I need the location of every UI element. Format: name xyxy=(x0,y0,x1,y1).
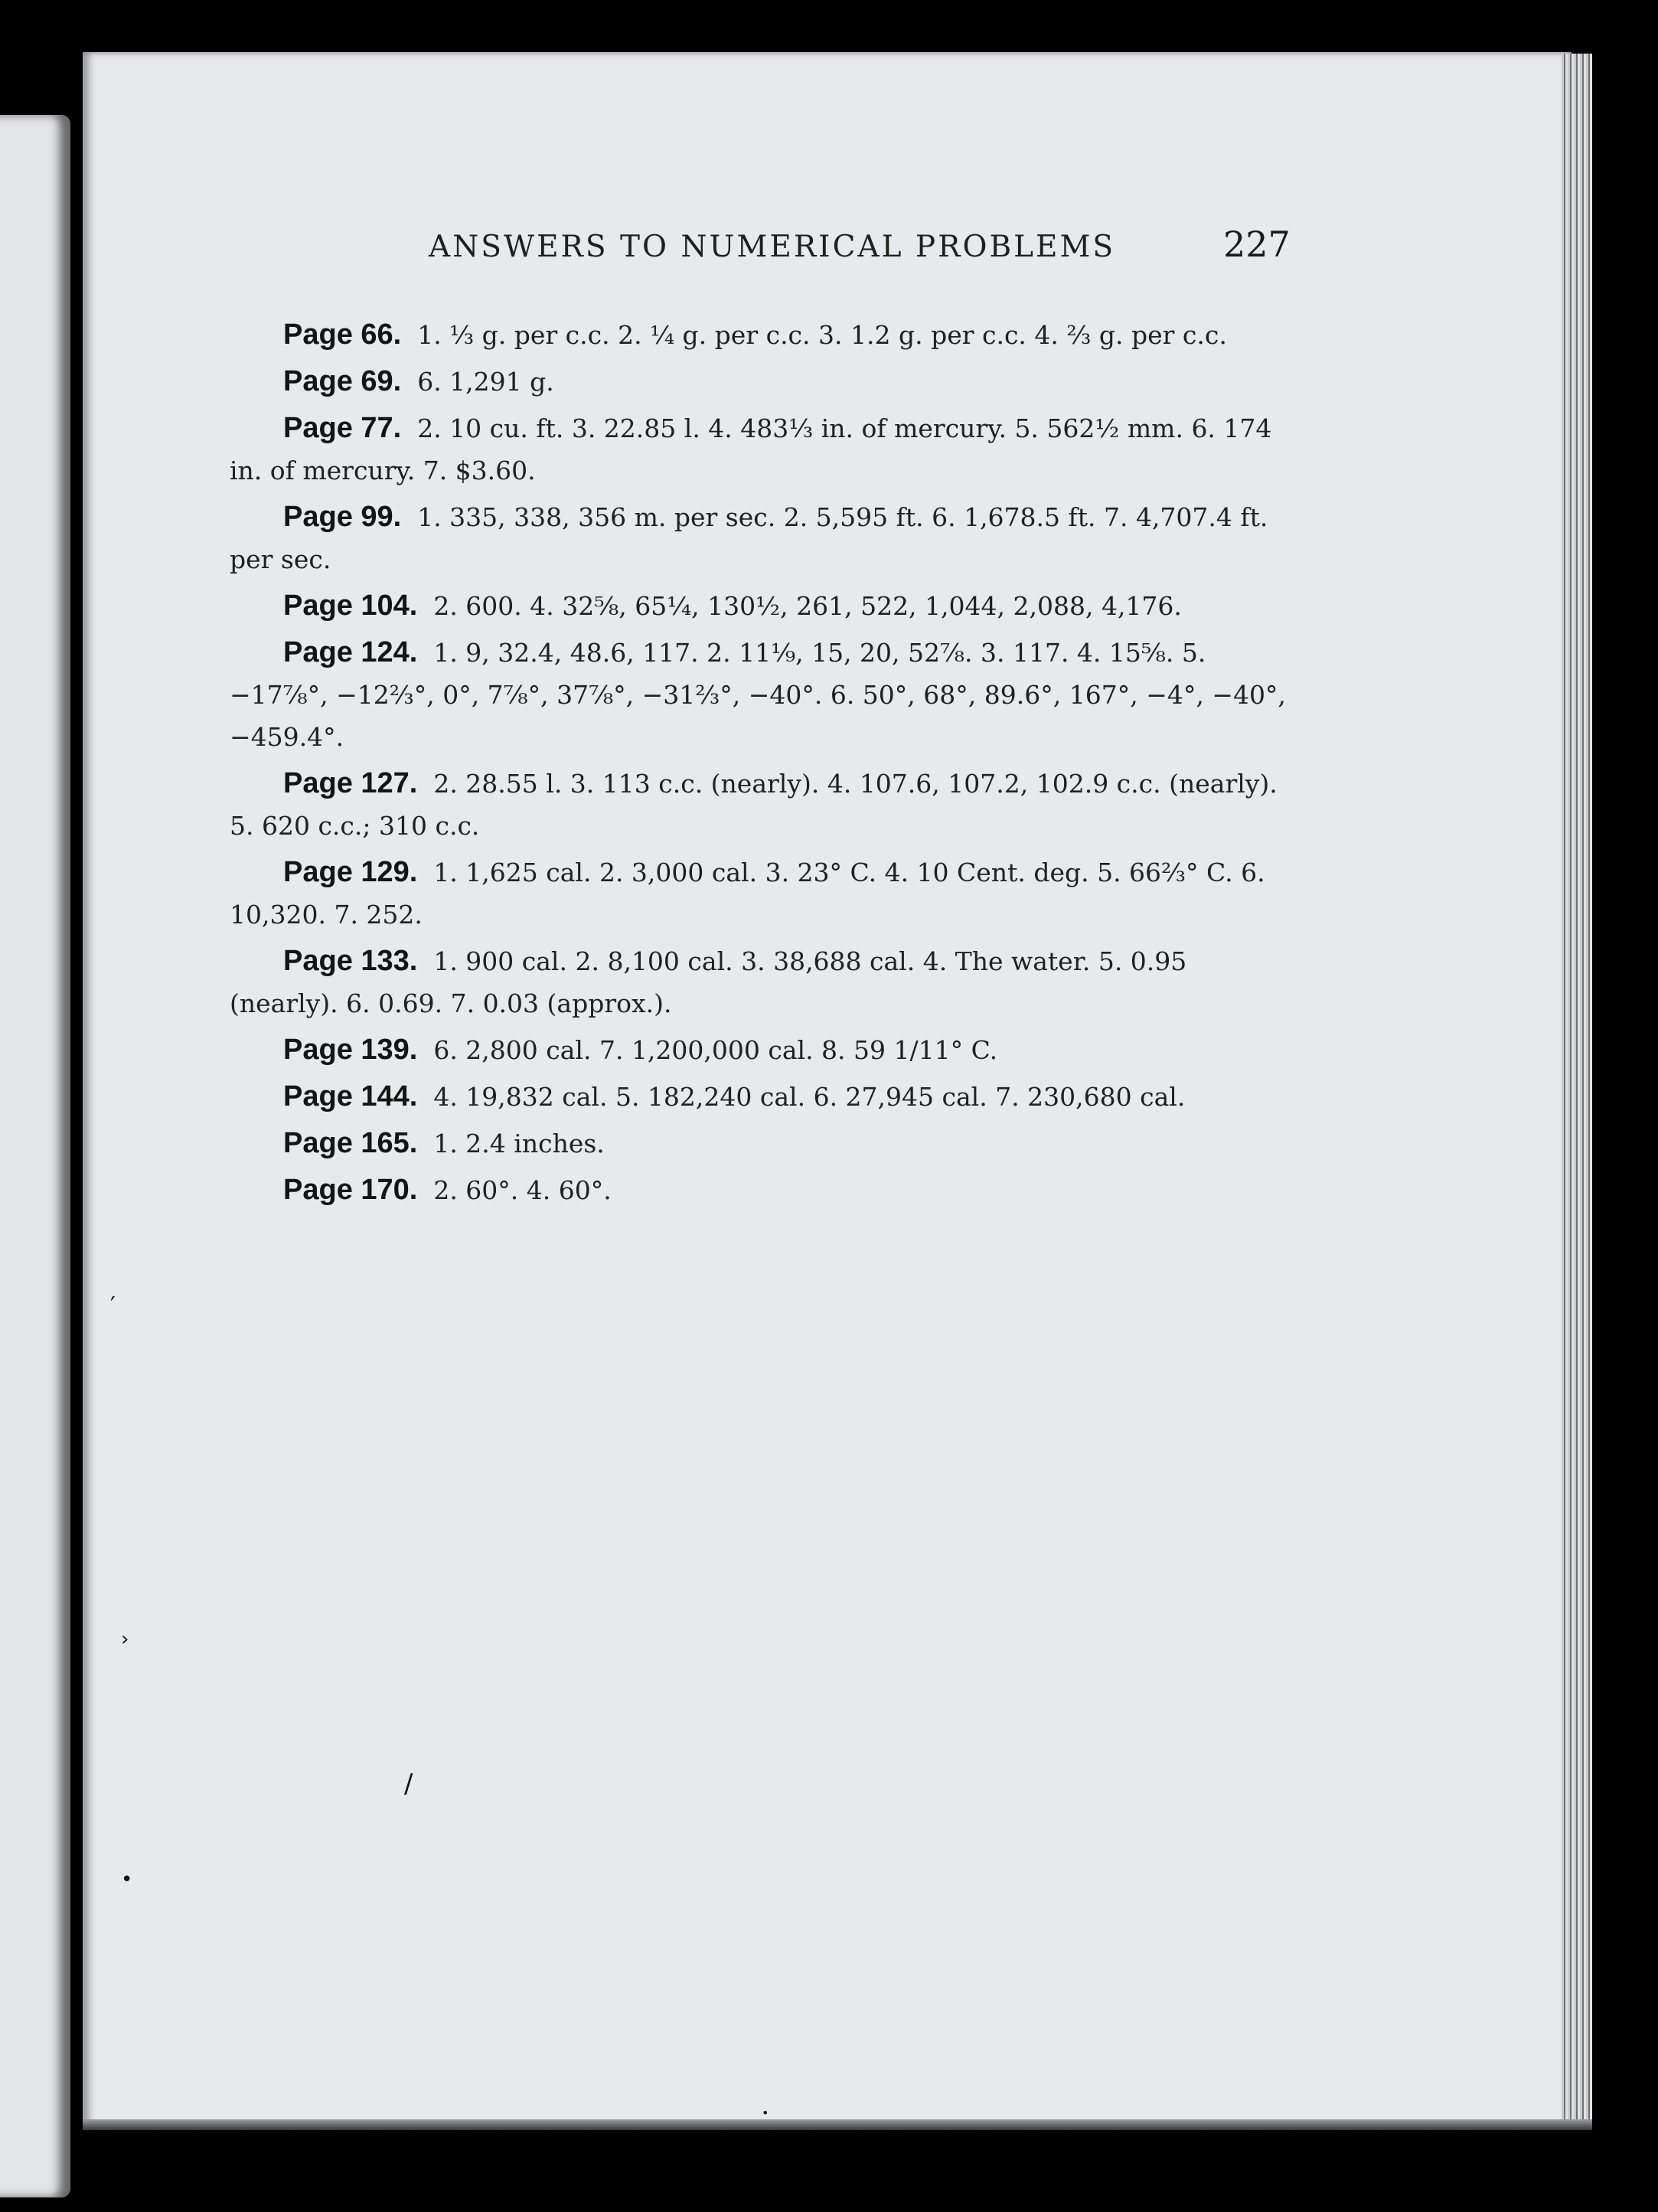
answer-text: 2. 10 cu. ft. 3. 22.85 l. 4. 483⅓ in. of mercury. 5. 562½ mm. 6. 174 in. of mercury. 7. $3.60. xyxy=(230,413,1272,485)
answer-entry xyxy=(230,361,1301,403)
answer-text: 2. 600. 4. 32⅝, 65¼, 130½, 261, 522, 1,044, 2,088, 4,176. xyxy=(433,591,1182,621)
answer-text: 1. 1,625 cal. 2. 3,000 cal. 3. 23° C. 4. 10 Cent. deg. 5. 66⅔° C. 6. 10,320. 7. 252. xyxy=(230,858,1265,930)
answer-entry xyxy=(230,940,1301,1024)
page-ref: Page 170. xyxy=(283,1174,418,1206)
scan-speck: • xyxy=(121,1868,133,1891)
page-ref: Page 133. xyxy=(283,945,418,977)
page-ref: Page 124. xyxy=(283,636,418,668)
page-ref: Page 139. xyxy=(283,1034,418,1066)
answer-text: 6. 2,800 cal. 7. 1,200,000 cal. 8. 59 1/11° C. xyxy=(433,1035,998,1065)
scan-speck: ′ xyxy=(110,1292,116,1319)
answer-text: 6. 1,291 g. xyxy=(417,367,554,397)
answer-entry xyxy=(230,1122,1301,1165)
answer-entry xyxy=(230,407,1301,492)
scan-speck: • xyxy=(762,2106,769,2120)
answer-entry xyxy=(230,1029,1301,1071)
page-bottom-edge xyxy=(83,2119,1592,2130)
answer-entry xyxy=(230,1169,1301,1211)
scan-speck: › xyxy=(121,1628,129,1651)
answer-text: 1. 2.4 inches. xyxy=(433,1129,605,1158)
page-ref: Page 144. xyxy=(283,1080,418,1113)
page-ref: Page 66. xyxy=(283,319,402,351)
answer-entry xyxy=(230,585,1301,627)
answer-entry xyxy=(230,763,1301,847)
page-stack-edge xyxy=(1562,54,1592,2129)
answer-text: 2. 60°. 4. 60°. xyxy=(433,1175,612,1205)
page-ref: Page 129. xyxy=(283,856,418,888)
answer-entry xyxy=(230,632,1301,758)
answer-text: 1. 9, 32.4, 48.6, 117. 2. 11⅑, 15, 20, 52⅞. 3. 117. 4. 15⅝. 5. −17⅞°, −12⅔°, 0°, 7⅞°, 37⅞°, −31⅔°, −40°. 6. 50°, 68°, 89.6°, 167°, −4°, −40°, −459.4°. xyxy=(230,638,1286,752)
page-ref: Page 104. xyxy=(283,590,418,622)
scan-speck: / xyxy=(404,1769,413,1799)
facing-page-edge xyxy=(0,115,70,2197)
answers-list xyxy=(230,314,1301,1216)
running-header: ANSWERS TO NUMERICAL PROBLEMS xyxy=(429,230,1116,264)
page-ref: Page 69. xyxy=(283,365,402,397)
page-ref: Page 77. xyxy=(283,412,402,444)
answer-entry xyxy=(230,851,1301,936)
answer-entry xyxy=(230,314,1301,356)
answer-entry xyxy=(230,496,1301,580)
answer-text: 4. 19,832 cal. 5. 182,240 cal. 6. 27,945 cal. 7. 230,680 cal. xyxy=(433,1082,1186,1112)
page-ref: Page 99. xyxy=(283,501,402,533)
answer-text: 1. 900 cal. 2. 8,100 cal. 3. 38,688 cal. 4. The water. 5. 0.95 (nearly). 6. 0.69. 7. 0.03 (approx.). xyxy=(230,946,1187,1018)
page-ref: Page 165. xyxy=(283,1127,418,1159)
answer-text: 2. 28.55 l. 3. 113 c.c. (nearly). 4. 107.6, 107.2, 102.9 c.c. (nearly). 5. 620 c.c.; 310 c.c. xyxy=(230,769,1278,841)
answer-entry xyxy=(230,1076,1301,1118)
page-ref: Page 127. xyxy=(283,767,418,799)
page-number: 227 xyxy=(1223,224,1291,265)
answer-text: 1. ⅓ g. per c.c. 2. ¼ g. per c.c. 3. 1.2 g. per c.c. 4. ⅔ g. per c.c. xyxy=(417,320,1227,350)
answer-text: 1. 335, 338, 356 m. per sec. 2. 5,595 ft. 6. 1,678.5 ft. 7. 4,707.4 ft. per sec. xyxy=(230,502,1268,574)
